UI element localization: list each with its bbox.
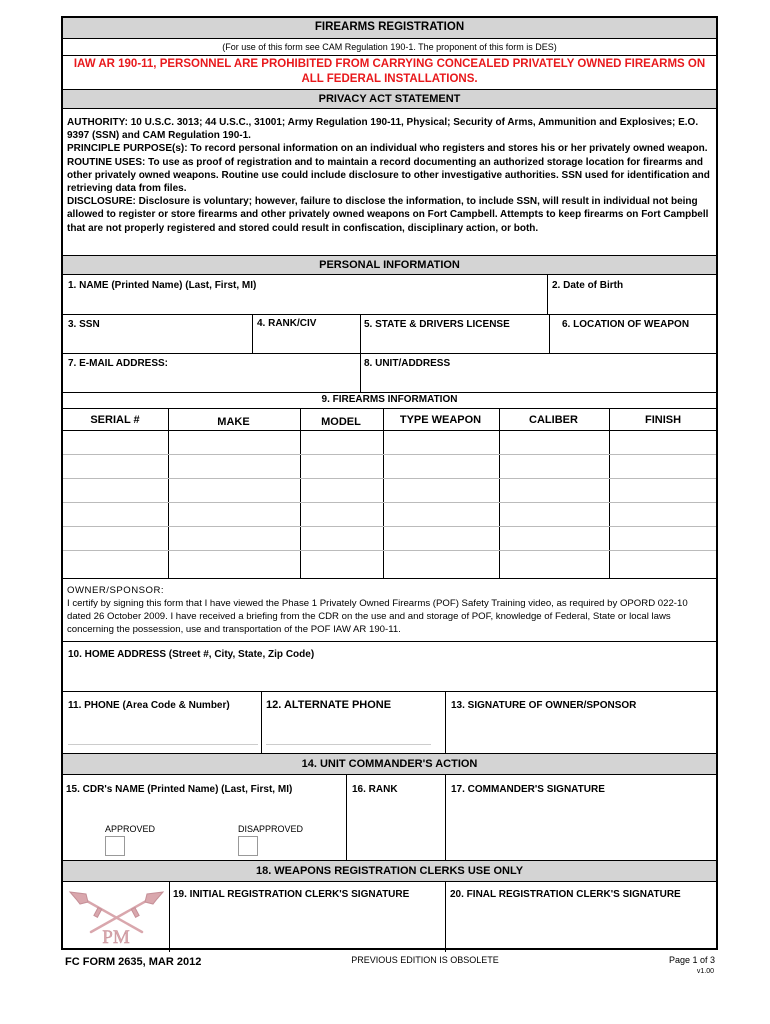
firearms-registration-form bbox=[61, 16, 718, 950]
version: v1.00 bbox=[696, 968, 714, 975]
disclosure-text: DISCLOSURE: Disclosure is voluntary; however, failure to disclose the information, to include SSN, will result in individual not being allowed to register or store firearms and other privately owned weapons on Fort Campbell. Attempts to keep firearms on Fort Campbell that are not properly registered and stored could result in confiscation, disciplinary action, or both. bbox=[67, 196, 709, 234]
owner-signature-field[interactable] bbox=[447, 714, 717, 751]
ssn-label: 3. SSN bbox=[68, 319, 100, 330]
owner-signature-label: 13. SIGNATURE OF OWNER/SPONSOR bbox=[451, 700, 637, 711]
commander-heading: 14. UNIT COMMANDER'S ACTION bbox=[301, 758, 478, 770]
cdr-signature-field[interactable] bbox=[447, 798, 717, 858]
form-title: FIREARMS REGISTRATION bbox=[314, 21, 465, 33]
final-clerk-signature[interactable] bbox=[447, 904, 717, 950]
approved-checkbox[interactable] bbox=[105, 836, 125, 856]
owner-certification: I certify by signing this form that I have viewed the Phase 1 Privately Owned Firearms (POF) Safety Training video, as required by OPORD 022-10 dated 26 October 2009. I have received a briefing from the CDR on the use and and storage of POF, knowledge of Federal, State or local laws concerning the possession, use and transportation of the POF IAW AR 190-11. bbox=[67, 598, 688, 635]
unit-field[interactable] bbox=[362, 370, 717, 390]
serial-cell[interactable] bbox=[65, 432, 166, 454]
col-serial: SERIAL # bbox=[90, 414, 140, 426]
alt-phone-field[interactable] bbox=[263, 714, 443, 744]
warning-banner: IAW AR 190-11, PERSONNEL ARE PROHIBITED FROM CARRYING CONCEALED PRIVATELY OWNED FIREARMS ON ALL FEDERAL INSTALLATIONS. bbox=[73, 58, 706, 85]
final-clerk-label: 20. FINAL REGISTRATION CLERK'S SIGNATURE bbox=[450, 889, 681, 900]
serial-cell[interactable] bbox=[65, 552, 166, 576]
dob-label: 2. Date of Birth bbox=[552, 280, 624, 291]
privacy-statement bbox=[67, 116, 710, 235]
cdr-name-field[interactable] bbox=[65, 798, 344, 820]
routine-uses-text: ROUTINE USES: To use as proof of registration and to maintain a record documenting an authorized storage location for firearms and other privately owned weapons. Routine use could include disclosure to other investigative authorities. SSN used for identification and retrieving data from files. bbox=[67, 156, 710, 195]
firearms-heading: 9. FIREARMS INFORMATION bbox=[321, 394, 458, 405]
authority-text: AUTHORITY: 10 U.S.C. 3013; 44 U.S.C., 31001; Army Regulation 190-11, Physical; Security of Arms, Ammunition and Explosives; E.O. 9397 (SSN) and CAM Regulation 190-1. bbox=[67, 117, 699, 142]
serial-cell[interactable] bbox=[65, 528, 166, 550]
rank-label: 4. RANK/CIV bbox=[257, 318, 317, 329]
col-make: MAKE bbox=[217, 416, 250, 428]
serial-cell[interactable] bbox=[65, 456, 166, 478]
cdr-signature-label: 17. COMMANDER'S SIGNATURE bbox=[451, 784, 605, 795]
rank-field[interactable] bbox=[254, 331, 358, 351]
firearms-table-body bbox=[63, 431, 717, 577]
email-label: 7. E-MAIL ADDRESS: bbox=[68, 358, 169, 369]
page-number: Page 1 of 3 bbox=[668, 955, 715, 965]
ssn-field[interactable] bbox=[65, 331, 250, 351]
location-label: 6. LOCATION OF WEAPON bbox=[562, 319, 690, 330]
initial-clerk-signature[interactable] bbox=[171, 904, 443, 950]
name-field[interactable] bbox=[65, 294, 545, 316]
approved-label: APPROVED bbox=[105, 824, 156, 834]
disapproved-checkbox[interactable] bbox=[238, 836, 258, 856]
crossed-pistols-icon bbox=[64, 886, 169, 950]
disapproved-label: DISAPPROVED bbox=[238, 824, 304, 834]
col-finish: FINISH bbox=[644, 414, 682, 426]
serial-cell[interactable] bbox=[65, 480, 166, 502]
owner-heading: OWNER/SPONSOR: bbox=[67, 585, 165, 596]
col-type-weapon: TYPE WEAPON bbox=[399, 414, 482, 426]
unit-label: 8. UNIT/ADDRESS bbox=[364, 358, 451, 369]
alt-phone-label: 12. ALTERNATE PHONE bbox=[266, 699, 392, 711]
cdr-rank-field[interactable] bbox=[348, 798, 444, 858]
seal-text: PM bbox=[102, 927, 130, 948]
personal-heading: PERSONAL INFORMATION bbox=[319, 259, 460, 271]
edition-note: PREVIOUS EDITION IS OBSOLETE bbox=[351, 955, 499, 965]
clerks-heading: 18. WEAPONS REGISTRATION CLERKS USE ONLY bbox=[255, 865, 524, 877]
cdr-rank-label: 16. RANK bbox=[352, 784, 398, 795]
license-label: 5. STATE & DRIVERS LICENSE bbox=[364, 319, 510, 330]
location-field[interactable] bbox=[551, 331, 717, 351]
dob-field[interactable] bbox=[549, 294, 717, 314]
phone-field[interactable] bbox=[65, 714, 259, 744]
home-address-label: 10. HOME ADDRESS (Street #, City, State, Zip Code) bbox=[68, 649, 315, 660]
initial-clerk-label: 19. INITIAL REGISTRATION CLERK'S SIGNATURE bbox=[173, 889, 410, 900]
col-caliber: CALIBER bbox=[529, 414, 578, 426]
home-address-field[interactable] bbox=[65, 663, 716, 689]
name-label: 1. NAME (Printed Name) (Last, First, MI) bbox=[68, 280, 257, 291]
email-field[interactable] bbox=[65, 370, 358, 390]
privacy-heading: PRIVACY ACT STATEMENT bbox=[318, 93, 461, 105]
phone-label: 11. PHONE (Area Code & Number) bbox=[68, 700, 230, 711]
col-model: MODEL bbox=[321, 416, 361, 428]
cdr-name-label: 15. CDR's NAME (Printed Name) (Last, First, MI) bbox=[66, 784, 293, 795]
license-field[interactable] bbox=[362, 331, 547, 351]
serial-cell[interactable] bbox=[65, 504, 166, 526]
military-police-seal bbox=[64, 886, 169, 950]
form-number: FC FORM 2635, MAR 2012 bbox=[65, 956, 202, 968]
purpose-text: PRINCIPLE PURPOSE(s): To record personal information on an individual who registers and stores his or her privately owned weapon. bbox=[67, 143, 708, 155]
form-subtitle: (For use of this form see CAM Regulation 190-1. The proponent of this form is DES) bbox=[222, 42, 557, 52]
